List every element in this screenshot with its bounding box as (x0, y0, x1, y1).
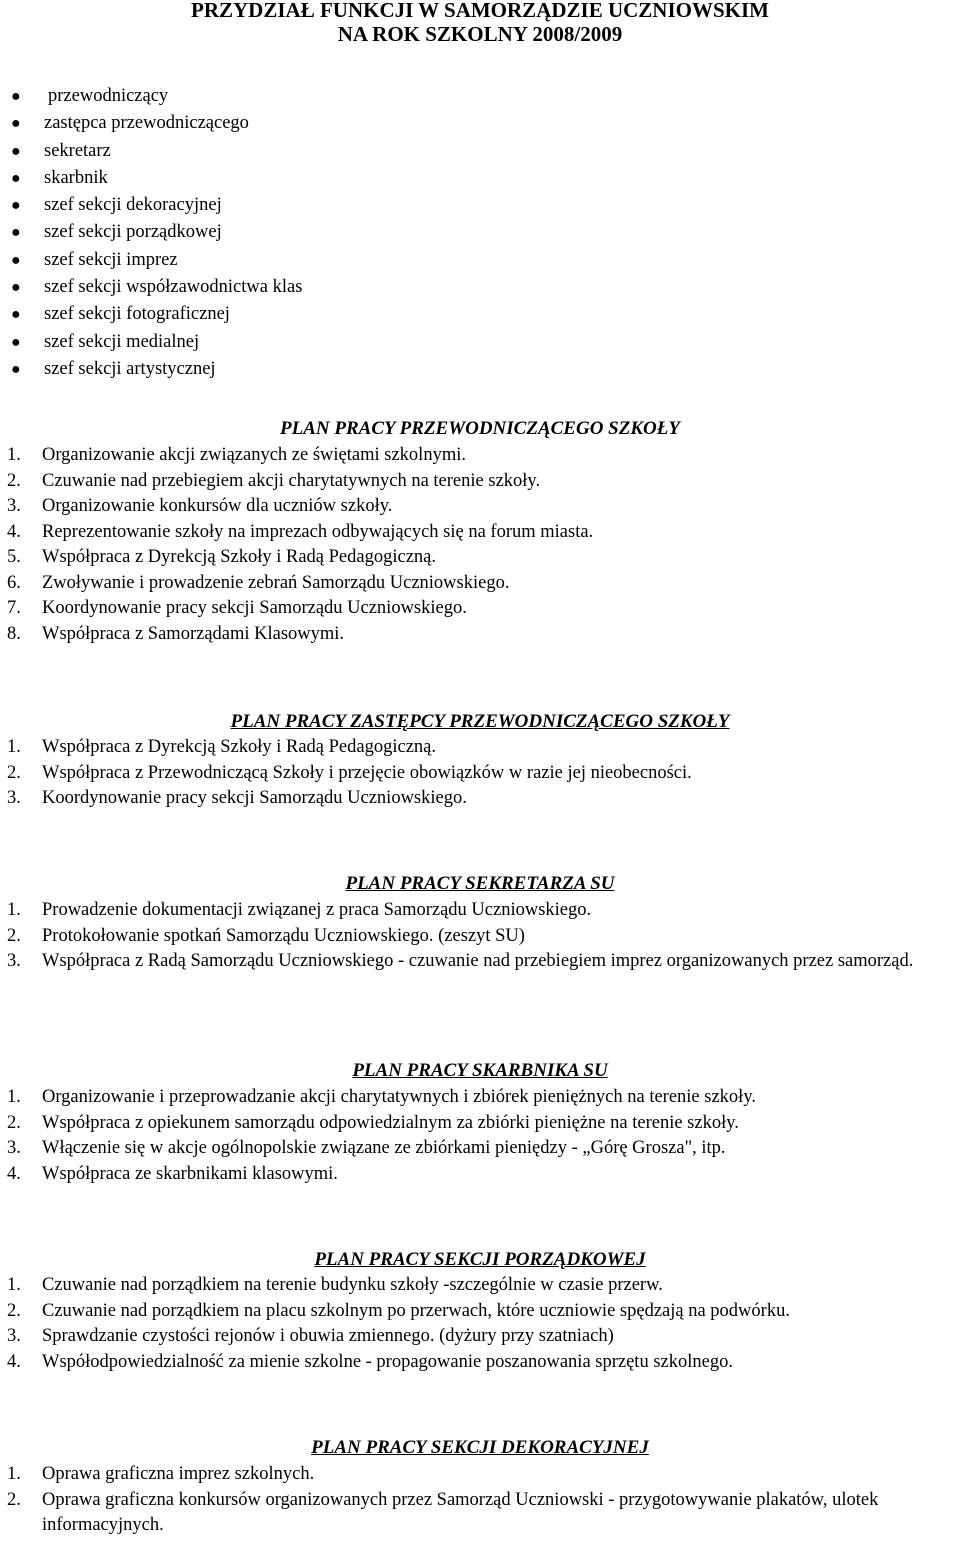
bullet-icon: ● (11, 88, 21, 105)
item-text: Czuwanie nad porządkiem na terenie budynku szkoły -szczególnie w czasie przerw. (42, 1275, 663, 1295)
role-text: zastępca przewodniczącego (44, 113, 249, 134)
role-text: szef sekcji dekoracyjnej (44, 195, 222, 216)
list-item (0, 622, 956, 648)
list-item (0, 1162, 956, 1188)
bullet-icon: ● (11, 333, 21, 351)
section-heading-secretary: PLAN PRACY SEKRETARZA SU (345, 873, 615, 894)
list-item (0, 898, 956, 924)
bullet-icon: ● (11, 360, 21, 378)
item-text: Zwoływanie i prowadzenie zebrań Samorządu Uczniowskiego. (42, 572, 510, 593)
item-text: Współpraca z Dyrekcją Szkoły i Radą Pedagogiczną. (42, 547, 437, 567)
item-number: 2. (7, 1300, 21, 1321)
item-number: 3. (7, 496, 21, 516)
item-number: 4. (7, 1351, 21, 1372)
item-number: 1. (7, 900, 21, 920)
item-number: 3. (7, 788, 21, 808)
item-text: Czuwanie nad porządkiem na placu szkolnym po przerwach, które uczniowie spędzają na podwórku. (42, 1300, 790, 1321)
item-number: 8. (7, 623, 21, 644)
item-text: Czuwanie nad przebiegiem akcji charytatywnych na terenie szkoły. (42, 470, 541, 491)
item-number: 3. (7, 951, 21, 971)
role-text: szef sekcji porządkowej (44, 222, 222, 243)
item-number: 1. (7, 1275, 21, 1295)
list-item (0, 494, 956, 520)
role-text: szef sekcji współzawodnictwa klas (44, 277, 303, 298)
item-text: Współpraca z Radą Samorządu Uczniowskiego - czuwanie nad przebiegiem imprez organizowanych przez samorząd. (42, 951, 914, 971)
bullet-icon: ● (11, 169, 21, 187)
item-number: 2. (7, 925, 21, 946)
list-item (0, 1085, 956, 1111)
item-text: Protokołowanie spotkań Samorządu Uczniowskiego. (zeszyt SU) (42, 925, 525, 946)
item-number: 2. (7, 762, 21, 783)
list-item (0, 596, 956, 622)
item-text: Włączenie się w akcje ogólnopolskie związane ze zbiórkami pieniędzy - „Górę Grosza", itp. (42, 1138, 726, 1158)
item-text: Współpraca ze skarbnikami klasowymi. (42, 1163, 338, 1184)
item-text: Współpraca z Samorządami Klasowymi. (42, 623, 345, 644)
bullet-icon: ● (11, 251, 21, 269)
bullet-icon: ● (11, 279, 21, 297)
list-item (0, 1488, 956, 1539)
list-item (0, 1136, 956, 1162)
role-text: skarbnik (44, 167, 108, 188)
section-list-secretary (0, 898, 956, 975)
bullet-icon: ● (11, 142, 21, 160)
item-text: Współodpowiedzialność za mienie szkolne - propagowanie poszanowania sprzętu szkolnego. (42, 1351, 733, 1372)
item-number: 1. (7, 1087, 21, 1107)
item-text: Organizowanie konkursów dla uczniów szkoły. (42, 496, 393, 516)
item-text: Współpraca z Dyrekcją Szkoły i Radą Pedagogiczną. (42, 737, 437, 757)
section-heading-vice-chairman: PLAN PRACY ZASTĘPCY PRZEWODNICZĄCEGO SZKOŁY (230, 711, 730, 732)
item-number: 4. (7, 1163, 21, 1184)
role-text: szef sekcji fotograficznej (44, 304, 230, 325)
item-number: 1. (7, 1464, 21, 1484)
item-number: 6. (7, 572, 21, 593)
item-text: Organizowanie akcji związanych ze świętami szkolnymi. (42, 445, 466, 465)
list-item (0, 443, 956, 469)
section-list-vice-chairman (0, 735, 956, 812)
item-number: 4. (7, 521, 21, 542)
item-number: 2. (7, 1112, 21, 1133)
section-list-decoration-section (0, 1462, 956, 1539)
list-item (0, 545, 956, 571)
section-heading-decoration-section: PLAN PRACY SEKCJI DEKORACYJNEJ (311, 1437, 649, 1458)
list-item (0, 924, 956, 950)
item-text: Reprezentowanie szkoły na imprezach odbywających się na forum miasta. (42, 521, 594, 542)
list-item (0, 1111, 956, 1137)
role-text: sekretarz (44, 140, 111, 161)
list-item (0, 735, 956, 761)
section-list-chairman (0, 443, 956, 647)
item-number: 2. (7, 470, 21, 491)
item-text: Koordynowanie pracy sekcji Samorządu Uczniowskiego. (42, 788, 467, 808)
item-text: Koordynowanie pracy sekcji Samorządu Uczniowskiego. (42, 598, 467, 618)
bullet-icon: ● (11, 197, 21, 215)
role-text: szef sekcji medialnej (44, 331, 200, 352)
role-text: szef sekcji imprez (44, 249, 178, 270)
list-item (0, 786, 956, 812)
item-number: 5. (7, 547, 21, 567)
item-text: Sprawdzanie czystości rejonów i obuwia zmiennego. (dyżury przy szatniach) (42, 1326, 614, 1346)
bullet-icon: ● (11, 306, 21, 324)
item-number: 2. (7, 1489, 21, 1510)
list-item (0, 1299, 956, 1325)
list-item (0, 520, 956, 546)
section-heading-order-section: PLAN PRACY SEKCJI PORZĄDKOWEJ (314, 1249, 646, 1270)
item-number: 3. (7, 1138, 21, 1158)
item-text: Organizowanie i przeprowadzanie akcji charytatywnych i zbiórek pieniężnych na terenie szkoły. (42, 1087, 756, 1107)
item-number: 3. (7, 1326, 21, 1346)
section-list-order-section (0, 1273, 956, 1375)
item-text: Współpraca z Przewodniczącą Szkoły i przejęcie obowiązków w razie jej nieobecności. (42, 762, 692, 783)
section-heading-chairman: PLAN PRACY PRZEWODNICZĄCEGO SZKOŁY (280, 418, 680, 439)
list-item (0, 1324, 956, 1350)
item-number: 1. (7, 737, 21, 757)
bullet-icon: ● (11, 224, 21, 242)
document-subtitle: NA ROK SZKOLNY 2008/2009 (337, 22, 623, 46)
list-item (0, 1350, 956, 1376)
document-title: PRZYDZIAŁ FUNKCJI W SAMORZĄDZIE UCZNIOWSKIM (191, 0, 769, 22)
role-text: szef sekcji artystycznej (44, 358, 216, 379)
bullet-icon: ● (11, 115, 21, 133)
list-item (0, 761, 956, 787)
item-text: Oprawa graficzna konkursów organizowanych przez Samorząd Uczniowski - przygotowywanie plakatów, ulotek informacyjnych. (42, 1489, 879, 1535)
item-number: 7. (7, 598, 21, 618)
section-heading-treasurer: PLAN PRACY SKARBNIKA SU (352, 1060, 608, 1081)
role-text: przewodniczący (48, 86, 169, 106)
list-item (0, 949, 956, 975)
item-number: 1. (7, 445, 21, 465)
list-item (0, 571, 956, 597)
section-list-treasurer (0, 1085, 956, 1187)
item-text: Współpraca z opiekunem samorządu odpowiedzialnym za zbiórki pieniężne na terenie szkoły. (42, 1112, 739, 1133)
list-item (0, 469, 956, 495)
item-text: Oprawa graficzna imprez szkolnych. (42, 1464, 315, 1484)
list-item (0, 1273, 956, 1299)
item-text: Prowadzenie dokumentacji związanej z praca Samorządu Uczniowskiego. (42, 900, 592, 920)
list-item (0, 1462, 956, 1488)
